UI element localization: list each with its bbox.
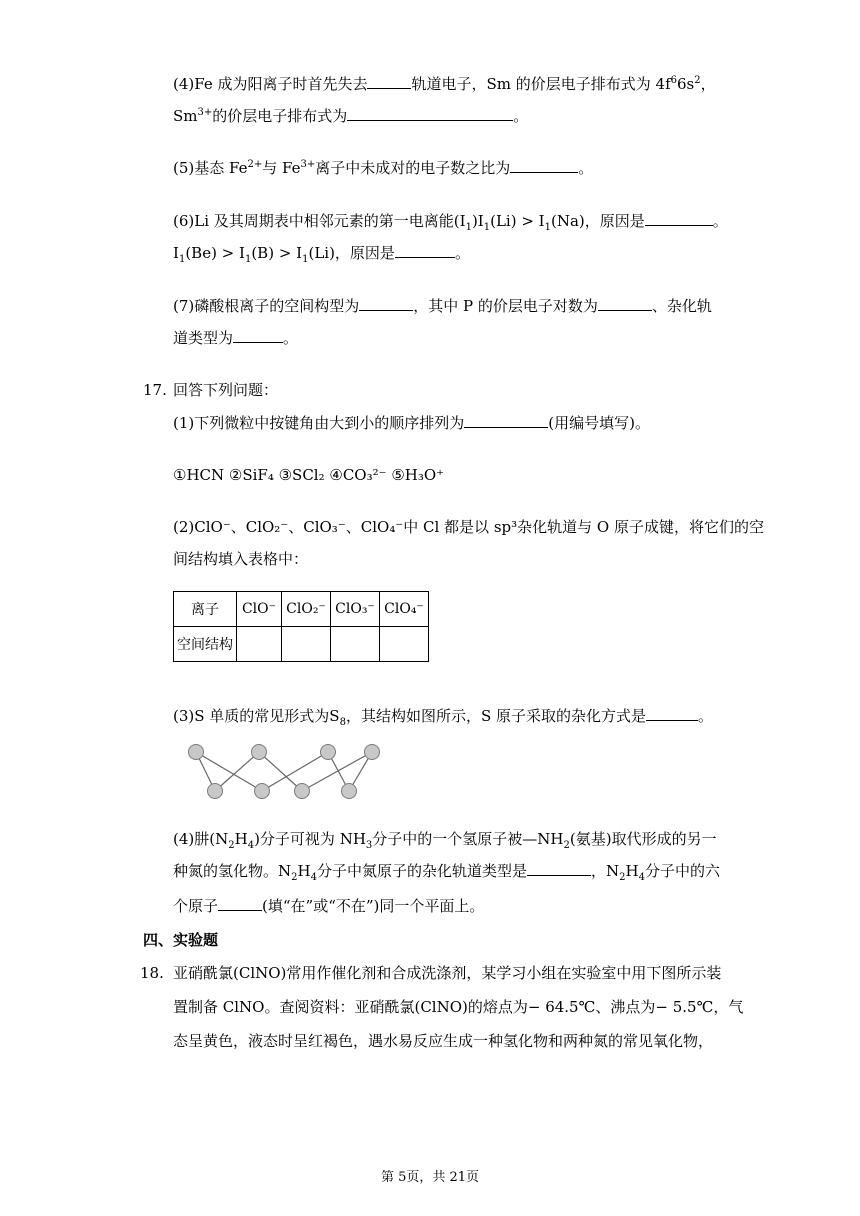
answer-blank[interactable] [527,861,591,876]
table-header-cell: ClO⁻ [237,592,282,627]
answer-blank[interactable] [464,413,548,428]
q17-part1: (1)下列微粒中按键角由大到小的顺序排列为 (用编号填写)。 [173,414,650,432]
sulfur-atom [252,745,267,760]
answer-blank[interactable] [218,896,262,911]
q17-number: 17. [143,381,167,399]
q17-part2-line1: (2)ClO⁻、ClO₂⁻、ClO₃⁻、ClO₄⁻中 Cl 都是以 sp³杂化轨道与 O 原子成键，将它们的空 [173,518,764,536]
table-answer-cell[interactable] [282,627,331,662]
sulfur-atom [295,784,310,799]
table-header-cell: ClO₃⁻ [331,592,380,627]
answer-blank[interactable] [347,106,513,121]
answer-blank[interactable] [359,296,413,311]
answer-blank[interactable] [645,211,713,226]
q17-part4-line3: 个原子 (填“在”或“不在”)同一个平面上。 [173,897,485,915]
s8-atoms [189,745,380,799]
answer-blank[interactable] [598,296,652,311]
table-header-cell: ClO₄⁻ [380,592,429,627]
page-footer: 第 5页，共 21页 [380,1170,480,1185]
answer-blank[interactable] [367,74,411,89]
sulfur-atom [208,784,223,799]
sulfur-atom [365,745,380,760]
q17-title: 回答下列问题： [173,381,279,399]
q17-part2-line2: 间结构填入表格中： [173,550,309,568]
table-row [174,627,429,662]
table-header-cell: 离子 [174,592,237,627]
table-answer-cell[interactable] [380,627,429,662]
table-header-cell: ClO₂⁻ [282,592,331,627]
q16-part7-line1: (7)磷酸根离子的空间构型为 ，其中 P 的价层电子对数为 、杂化轨 [173,297,712,315]
q18-line3: 态呈黄色，液态时呈红褐色，遇水易反应生成一种氢化物和两种氮的常见氧化物， [173,1032,714,1050]
answer-blank[interactable] [646,706,698,721]
sulfur-atom [321,745,336,760]
table-header-row [174,592,429,627]
q16-part4-line2: $Sm^{3+}$的价层电子排布式为 。 [173,107,529,125]
table-answer-cell[interactable] [331,627,380,662]
q17-part4-line2: 种氮的氢化物。$N_2H_4$分子中氮原子的杂化轨道类型是 ，$N_2H_4$分子中的六 [173,862,720,883]
s8-structure-diagram [180,738,390,804]
sulfur-atom [189,745,204,760]
section-title: 四、实验题 [143,931,219,949]
sulfur-atom [255,784,270,799]
table-row-label: 空间结构 [174,627,237,662]
answer-blank[interactable] [510,158,578,173]
sulfur-atom [342,784,357,799]
answer-blank[interactable] [233,328,283,343]
answer-blank[interactable] [395,243,455,258]
q18-number: 18. [140,964,164,982]
q17-part4-line1: (4)肼$(N_2H_4)$分子可视为 $NH_3$分子中的一个氢原子被$—NH_2$(氨基)取代形成的另一 [173,830,717,851]
table-answer-cell[interactable] [237,627,282,662]
q17-species-list: ①HCN ②SiF₄ ③SCl₂ ④CO₃²⁻ ⑤H₃O⁺ [173,466,445,484]
q16-part5: (5)基态 $Fe^{2+}$与 $Fe^{3+}$离子中未成对的电子数之比为 。 [173,159,594,177]
q16-part6-line1: (6)Li 及其周期表中相邻元素的第一电离能$(I_1)I_1(Li) > I_1(Na)$，原因是 。 [173,212,728,233]
structure-table [173,591,429,662]
bond-line [302,752,372,791]
q16-part7-line2: 道类型为 。 [173,329,299,347]
q16-part4-line1: (4)Fe 成为阳离子时首先失去 轨道电子，Sm 的价层电子排布式为 $4f^66s^2$， [173,75,716,93]
q18-line2: 置制备 ClNO。查阅资料：亚硝酰氯(ClNO)的熔点为− 64.5℃、沸点为− 5.5℃，气 [173,998,744,1016]
q17-part3: (3)S 单质的常见形式为$S_8$，其结构如图所示，S 原子采取的杂化方式是 。 [173,707,714,728]
q18-line1: 亚硝酰氯(ClNO)常用作催化剂和合成洗涤剂，某学习小组在实验室中用下图所示装 [173,964,722,982]
q16-part6-line2: $I_1(Be) > I_1(B) > I_1(Li)$，原因是 。 [173,244,470,265]
